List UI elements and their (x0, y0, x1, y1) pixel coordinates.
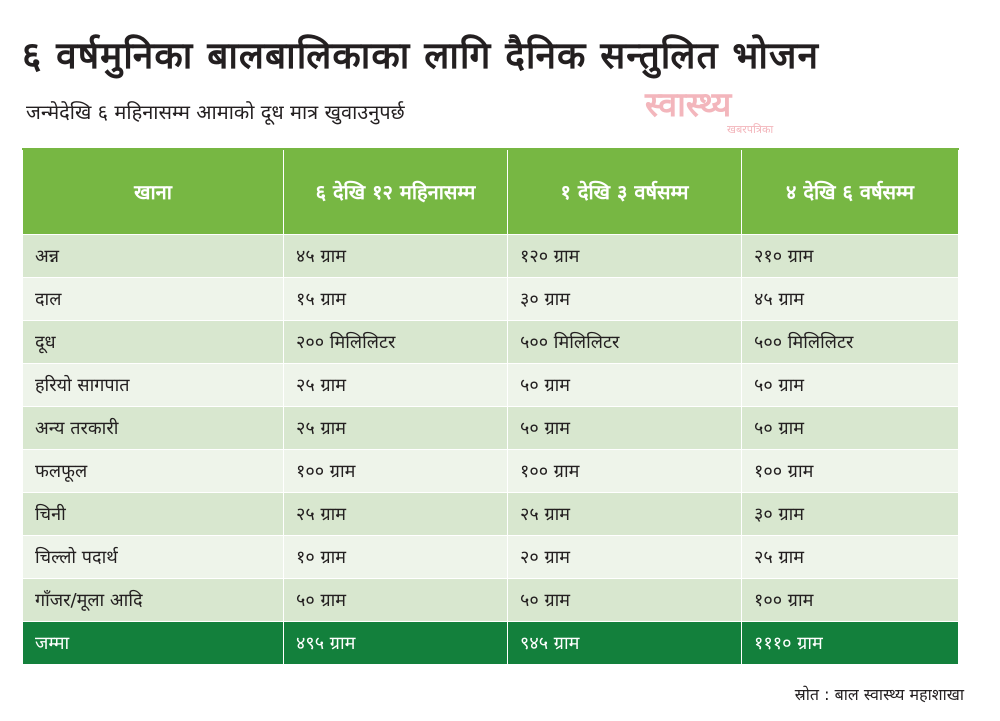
value-cell: ५० ग्राम (742, 407, 959, 450)
food-cell: चिनी (23, 493, 284, 536)
value-cell: ४५ ग्राम (742, 278, 959, 321)
total-row (23, 622, 959, 665)
table-row (23, 364, 959, 407)
value-cell: १२० ग्राम (508, 235, 742, 278)
value-cell: १० ग्राम (284, 536, 508, 579)
food-cell: चिल्लो पदार्थ (23, 536, 284, 579)
value-cell: २०० मिलिलिटर (284, 321, 508, 364)
table-row (23, 536, 959, 579)
value-cell: ५० ग्राम (742, 364, 959, 407)
value-cell: २५ ग्राम (284, 493, 508, 536)
table-header-row (23, 149, 959, 235)
food-cell: अन्न (23, 235, 284, 278)
header-1-3-years: १ देखि ३ वर्षसम्म (508, 149, 742, 235)
food-cell: गाँजर/मूला आदि (23, 579, 284, 622)
food-cell: दूध (23, 321, 284, 364)
page-title: ६ वर्षमुनिका बालबालिकाका लागि दैनिक सन्तुलित भोजन (22, 34, 820, 77)
value-cell: १०० ग्राम (742, 579, 959, 622)
value-cell: २१० ग्राम (742, 235, 959, 278)
diet-table (22, 148, 959, 665)
value-cell: २५ ग्राम (508, 493, 742, 536)
value-cell: ४५ ग्राम (284, 235, 508, 278)
value-cell: २० ग्राम (508, 536, 742, 579)
total-label: जम्मा (23, 622, 284, 665)
brand-tagline: खबरपत्रिका (727, 123, 774, 136)
food-cell: हरियो सागपात (23, 364, 284, 407)
total-value: १११० ग्राम (742, 622, 959, 665)
value-cell: २५ ग्राम (284, 407, 508, 450)
table-row (23, 278, 959, 321)
total-value: ४९५ ग्राम (284, 622, 508, 665)
table-row (23, 579, 959, 622)
food-cell: दाल (23, 278, 284, 321)
page-subtitle: जन्मेदेखि ६ महिनासम्म आमाको दूध मात्र खुवाउनुपर्छ (26, 100, 405, 124)
total-value: ९४५ ग्राम (508, 622, 742, 665)
value-cell: १०० ग्राम (742, 450, 959, 493)
table-row (23, 407, 959, 450)
brand-logo (645, 80, 795, 140)
value-cell: ५० ग्राम (508, 579, 742, 622)
header-food: खाना (23, 149, 284, 235)
table-row (23, 450, 959, 493)
value-cell: ५०० मिलिलिटर (742, 321, 959, 364)
header-6-12-months: ६ देखि १२ महिनासम्म (284, 149, 508, 235)
source-note: स्रोत : बाल स्वास्थ्य महाशाखा (794, 685, 964, 704)
value-cell: ५० ग्राम (508, 407, 742, 450)
value-cell: १०० ग्राम (284, 450, 508, 493)
value-cell: ३० ग्राम (742, 493, 959, 536)
value-cell: २५ ग्राम (742, 536, 959, 579)
value-cell: १५ ग्राम (284, 278, 508, 321)
value-cell: १०० ग्राम (508, 450, 742, 493)
value-cell: ३० ग्राम (508, 278, 742, 321)
header-4-6-years: ४ देखि ६ वर्षसम्म (742, 149, 959, 235)
food-cell: फलफूल (23, 450, 284, 493)
value-cell: ५० ग्राम (284, 579, 508, 622)
table-row (23, 493, 959, 536)
value-cell: ५० ग्राम (508, 364, 742, 407)
food-cell: अन्य तरकारी (23, 407, 284, 450)
table-row (23, 321, 959, 364)
table-row (23, 235, 959, 278)
brand-name: स्वास्थ्य (645, 85, 732, 125)
value-cell: २५ ग्राम (284, 364, 508, 407)
value-cell: ५०० मिलिलिटर (508, 321, 742, 364)
